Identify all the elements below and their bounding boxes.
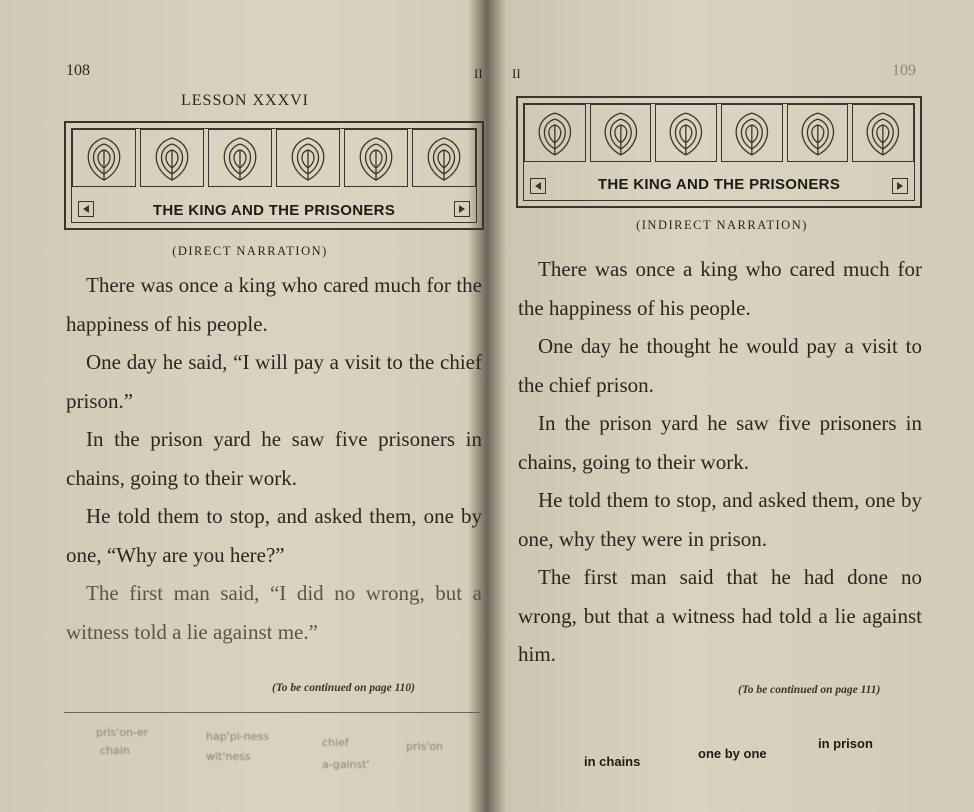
subtitle-right: (INDIRECT NARRATION)	[636, 218, 808, 232]
paragraph: One day he said, “I will pay a visit to the chief prison.”	[66, 350, 482, 413]
paragraph: In the prison yard he saw five prisoners in chains, going to their work.	[518, 411, 922, 474]
story-text-right	[518, 250, 922, 674]
subtitle-left: (DIRECT NARRATION)	[172, 244, 328, 258]
vocab-word: chain	[100, 744, 130, 757]
right-arrow-icon	[454, 201, 470, 217]
ornament-icon	[590, 104, 652, 162]
ornament-icon	[276, 129, 340, 187]
vocab-word: wit'ness	[206, 750, 251, 763]
divider	[64, 712, 480, 713]
ornament-icon	[787, 104, 849, 162]
paragraph: He told them to stop, and asked them, one by one, why they were in prison.	[518, 488, 922, 551]
vocab-word: a-gainst'	[322, 758, 370, 771]
left-arrow-icon	[78, 201, 94, 217]
paragraph: The first man said that he had done no wrong, but that a witness had told a lie against him.	[518, 565, 922, 666]
page-number-right: 109	[892, 62, 916, 79]
phrase-label: in chains	[584, 754, 641, 769]
continued-note-left: (To be continued on page 110)	[272, 682, 416, 694]
vocab-word: pris'on-er	[96, 726, 149, 739]
title-banner-right	[516, 96, 922, 208]
paragraph: In the prison yard he saw five prisoners in chains, going to their work.	[66, 427, 482, 490]
phrase-label: one by one	[698, 746, 767, 761]
vocab-word: hap'pi-ness	[206, 730, 269, 743]
ornament-row-right	[524, 104, 914, 162]
ornament-icon	[721, 104, 783, 162]
lesson-title: LESSON XXXVI	[181, 92, 309, 109]
ornament-icon	[208, 129, 272, 187]
right-page	[500, 0, 974, 812]
ornament-icon	[852, 104, 914, 162]
vocab-word: chief	[322, 736, 349, 749]
ornament-icon	[72, 129, 136, 187]
paragraph: There was once a king who cared much for the happiness of his people.	[518, 257, 922, 320]
paragraph: The first man said, “I did no wrong, but a witness told a lie against me.”	[66, 581, 482, 644]
page-number-left: 108	[66, 62, 90, 79]
ornament-icon	[524, 104, 586, 162]
ornament-icon	[412, 129, 476, 187]
ornament-row-left	[72, 129, 476, 187]
banner-title-left: THE KING AND THE PRISONERS	[152, 202, 396, 219]
phrase-label: in prison	[818, 736, 873, 751]
left-arrow-icon	[530, 178, 546, 194]
title-banner-left	[64, 121, 484, 230]
running-mark-left: II	[474, 66, 483, 81]
banner-title-right: THE KING AND THE PRISONERS	[597, 176, 841, 193]
ornament-icon	[344, 129, 408, 187]
ornament-icon	[655, 104, 717, 162]
paragraph: He told them to stop, and asked them, one by one, “Why are you here?”	[66, 504, 482, 567]
story-text-left	[66, 266, 482, 651]
vocab-word: pris'on	[406, 740, 444, 753]
continued-note-right: (To be continued on page 111)	[738, 684, 881, 696]
ornament-icon	[140, 129, 204, 187]
running-mark-right: II	[512, 66, 521, 81]
paragraph: One day he thought he would pay a visit to the chief prison.	[518, 334, 922, 397]
right-arrow-icon	[892, 178, 908, 194]
paragraph: There was once a king who cared much for the happiness of his people.	[66, 273, 482, 336]
